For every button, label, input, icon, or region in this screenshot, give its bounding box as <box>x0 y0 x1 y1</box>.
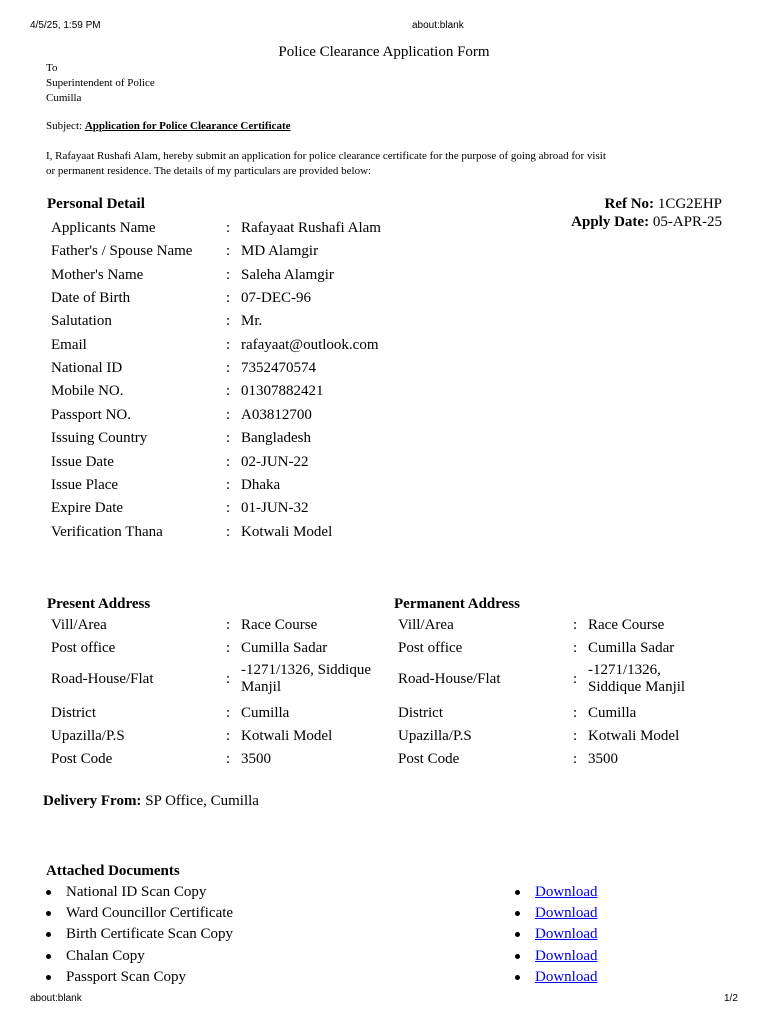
field-separator: : <box>226 617 231 633</box>
field-separator: : <box>226 266 231 283</box>
personal-row <box>0 497 768 519</box>
field-separator: : <box>573 671 578 687</box>
field-label: Post office <box>51 640 116 656</box>
recipient-line1: Superintendent of Police <box>46 77 155 89</box>
field-label: Email <box>51 336 87 353</box>
field-value: Kotwali Model <box>588 728 680 744</box>
field-value: Cumilla <box>588 705 637 721</box>
field-label: Issue Date <box>51 453 114 470</box>
field-label: Issuing Country <box>51 430 148 447</box>
permanent-row <box>0 703 768 725</box>
field-label: District <box>51 705 96 721</box>
field-separator: : <box>226 383 231 400</box>
permanent-row <box>0 615 768 637</box>
bullet-icon <box>515 911 520 916</box>
field-separator: : <box>226 243 231 260</box>
personal-row <box>0 310 768 332</box>
document-item <box>46 946 346 967</box>
personal-row <box>0 217 768 239</box>
permanent-row <box>0 662 768 700</box>
field-value: 01-JUN-32 <box>241 500 309 517</box>
field-value: A03812700 <box>241 406 312 423</box>
field-separator: : <box>226 671 231 687</box>
bullet-icon <box>46 911 51 916</box>
permanent-address-heading: Permanent Address <box>394 596 520 612</box>
field-value: rafayaat@outlook.com <box>241 336 379 353</box>
field-separator: : <box>226 336 231 353</box>
intro-paragraph: I, Rafayaat Rushafi Alam, hereby submit an application for police clearance certificate for the purpose of going abroad for visit or permanent residence. The details of my particulars are provided below: <box>46 150 606 177</box>
permanent-row <box>0 726 768 748</box>
field-separator: : <box>226 500 231 517</box>
footer-url: about:blank <box>30 993 82 1004</box>
document-name: National ID Scan Copy <box>66 884 207 900</box>
field-separator: : <box>573 617 578 633</box>
field-separator: : <box>226 430 231 447</box>
field-value: -1271/1326, Siddique Manjil <box>588 662 686 695</box>
apply-date-value: 05-APR-25 <box>652 214 722 230</box>
delivery-from <box>43 793 259 810</box>
download-link[interactable]: Download <box>535 947 598 964</box>
bullet-icon <box>515 975 520 980</box>
delivery-label: Delivery From: <box>43 793 142 809</box>
field-separator: : <box>226 751 231 767</box>
field-separator: : <box>226 406 231 423</box>
personal-row <box>0 287 768 309</box>
subject-text: Application for Police Clearance Certificate <box>84 120 291 132</box>
subject-line <box>46 120 291 132</box>
field-label: Father's / Spouse Name <box>51 243 193 260</box>
ref-no-value: 1CG2EHP <box>657 196 722 212</box>
field-label: District <box>398 705 443 721</box>
print-datetime: 4/5/25, 1:59 PM <box>30 20 101 31</box>
permanent-row <box>0 638 768 660</box>
download-item <box>515 946 635 967</box>
document-name: Chalan Copy <box>66 947 145 964</box>
field-label: Issue Place <box>51 476 119 493</box>
field-separator: : <box>226 313 231 330</box>
footer-page: 1/2 <box>724 993 738 1004</box>
field-value: Rafayaat Rushafi Alam <box>241 220 381 236</box>
field-value: MD Alamgir <box>241 243 319 260</box>
recipient-to: To <box>46 62 58 74</box>
document-item <box>46 924 346 945</box>
field-separator: : <box>226 523 231 540</box>
personal-row <box>0 404 768 426</box>
field-value: Dhaka <box>241 476 281 493</box>
field-value: 3500 <box>241 751 271 767</box>
field-separator: : <box>573 705 578 721</box>
field-value: Race Course <box>241 617 318 633</box>
field-separator: : <box>573 751 578 767</box>
field-separator: : <box>573 728 578 744</box>
field-value: 7352470574 <box>241 360 316 377</box>
document-item <box>46 903 346 924</box>
field-separator: : <box>226 476 231 493</box>
field-separator: : <box>226 290 231 307</box>
download-item <box>515 882 635 903</box>
permanent-row <box>0 749 768 771</box>
field-separator: : <box>226 640 231 656</box>
document-name: Ward Councillor Certificate <box>66 905 234 922</box>
apply-date-label: Apply Date: <box>571 214 650 230</box>
personal-row <box>0 427 768 449</box>
document-name: Birth Certificate Scan Copy <box>66 926 234 943</box>
recipient-line2: Cumilla <box>46 92 82 104</box>
field-separator: : <box>226 360 231 377</box>
download-link[interactable]: Download <box>535 884 598 900</box>
field-value: Cumilla Sadar <box>588 640 675 656</box>
subject-label: Subject: <box>46 120 83 132</box>
field-value: 3500 <box>588 751 618 767</box>
download-item <box>515 967 635 988</box>
document-item <box>46 882 346 903</box>
field-separator: : <box>226 728 231 744</box>
download-link[interactable]: Download <box>535 905 598 922</box>
attached-documents-heading: Attached Documents <box>46 863 180 879</box>
field-value: Kotwali Model <box>241 523 333 540</box>
field-label: Post Code <box>398 751 460 767</box>
field-label: Applicants Name <box>51 220 156 236</box>
field-label: Mother's Name <box>51 266 144 283</box>
bullet-icon <box>46 890 51 895</box>
field-value: Cumilla <box>241 705 290 721</box>
personal-row <box>0 240 768 262</box>
field-value: 02-JUN-22 <box>241 453 309 470</box>
field-label: Passport NO. <box>51 406 132 423</box>
bullet-icon <box>515 932 520 937</box>
personal-detail-heading: Personal Detail <box>47 196 145 212</box>
field-label: Vill/Area <box>398 617 454 633</box>
ref-no-label: Ref No: <box>604 196 655 212</box>
document-name: Passport Scan Copy <box>66 968 186 985</box>
field-separator: : <box>226 453 231 470</box>
field-label: National ID <box>51 360 123 377</box>
personal-row <box>0 474 768 496</box>
field-label: Road-House/Flat <box>51 671 154 687</box>
personal-row <box>0 521 768 543</box>
download-link[interactable]: Download <box>535 968 598 985</box>
field-label: Mobile NO. <box>51 383 124 400</box>
field-label: Post office <box>398 640 463 656</box>
personal-row <box>0 357 768 379</box>
field-value: Kotwali Model <box>241 728 333 744</box>
bullet-icon <box>515 890 520 895</box>
personal-row <box>0 334 768 356</box>
print-url: about:blank <box>412 20 464 31</box>
field-label: Vill/Area <box>51 617 107 633</box>
personal-row <box>0 380 768 402</box>
present-address-heading: Present Address <box>47 596 151 612</box>
field-separator: : <box>226 220 231 236</box>
field-label: Date of Birth <box>51 290 131 307</box>
field-label: Salutation <box>51 313 112 330</box>
field-value: -1271/1326, Siddique Manjil <box>241 662 371 695</box>
download-link[interactable]: Download <box>535 926 598 943</box>
download-item <box>515 903 635 924</box>
field-value: 07-DEC-96 <box>241 290 311 307</box>
field-value: Saleha Alamgir <box>241 266 334 283</box>
page-title: Police Clearance Application Form <box>278 44 490 60</box>
download-item <box>515 924 635 945</box>
bullet-icon <box>46 975 51 980</box>
ref-no <box>604 196 722 213</box>
bullet-icon <box>46 932 51 937</box>
field-label: Post Code <box>51 751 113 767</box>
field-value: Bangladesh <box>241 430 311 447</box>
field-label: Verification Thana <box>51 523 163 540</box>
field-label: Expire Date <box>51 500 124 517</box>
field-separator: : <box>226 705 231 721</box>
document-item <box>46 967 346 988</box>
field-value: Cumilla Sadar <box>241 640 328 656</box>
field-label: Upazilla/P.S <box>398 728 472 744</box>
bullet-icon <box>515 954 520 959</box>
field-value: Mr. <box>241 313 263 330</box>
field-label: Upazilla/P.S <box>51 728 125 744</box>
field-label: Road-House/Flat <box>398 671 501 687</box>
delivery-value: SP Office, Cumilla <box>145 793 259 809</box>
personal-row <box>0 264 768 286</box>
personal-row <box>0 451 768 473</box>
field-value: 01307882421 <box>241 383 324 400</box>
field-separator: : <box>573 640 578 656</box>
field-value: Race Course <box>588 617 665 633</box>
bullet-icon <box>46 954 51 959</box>
